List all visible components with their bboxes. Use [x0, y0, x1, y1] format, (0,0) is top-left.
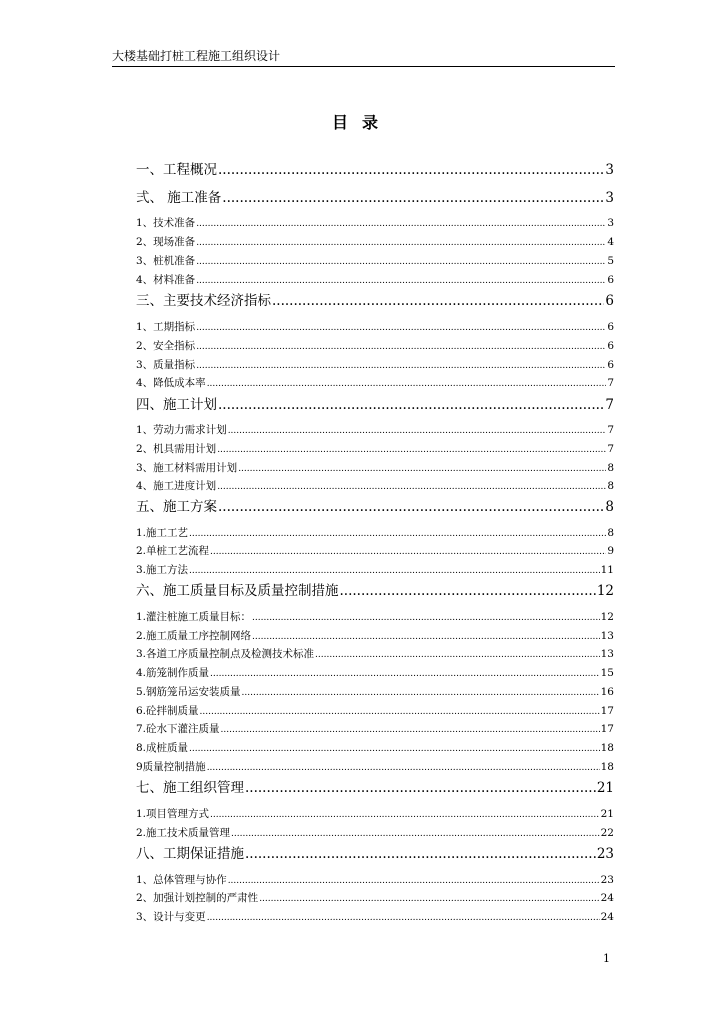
toc-leader-dots	[210, 669, 600, 679]
toc-leader-dots	[196, 238, 606, 248]
toc-leader-dots	[228, 876, 600, 886]
running-header: 大楼基础打桩工程施工组织设计	[112, 48, 615, 67]
toc-leader-dots	[196, 361, 606, 371]
toc-leader-dots	[272, 293, 604, 309]
toc-leader-dots	[245, 780, 596, 796]
toc-leader-dots	[340, 583, 596, 599]
toc-entry-label: 5.钢筋笼吊运安装质量	[136, 686, 241, 698]
toc-entry-label: 2、机具需用计划	[136, 443, 217, 455]
toc-entry-page: 22	[600, 827, 614, 839]
toc-entry-label: 4、材料准备	[136, 274, 196, 286]
toc-entry-page: 8	[607, 527, 614, 539]
toc-entry[interactable]	[136, 234, 614, 248]
toc-entry-page: 18	[600, 761, 614, 773]
toc-entry-label: 2.施工技术质量管理	[136, 827, 231, 839]
toc-entry[interactable]	[136, 272, 614, 286]
toc-entry[interactable]	[136, 375, 614, 389]
toc-entry-page: 8	[607, 462, 614, 474]
toc-leader-dots	[259, 894, 599, 904]
toc-leader-dots	[207, 763, 600, 773]
toc-entry[interactable]	[136, 543, 614, 557]
toc-entry-page: 4	[607, 236, 614, 248]
toc-entry[interactable]	[136, 628, 614, 642]
toc-entry-label: 三、主要技术经济指标	[136, 293, 271, 309]
toc-entry-page: 23	[600, 874, 614, 886]
toc-entry-label: 6.砼拌制质量	[136, 705, 199, 717]
toc-entry-page: 24	[600, 892, 614, 904]
toc-entry-label: 一、工程概况	[136, 162, 217, 178]
toc-entry-page: 23	[596, 846, 614, 862]
toc-leader-dots	[217, 482, 606, 492]
toc-leader-dots	[222, 190, 604, 206]
toc-entry[interactable]	[136, 579, 614, 597]
toc-leader-dots	[196, 276, 606, 286]
toc-entry[interactable]	[136, 721, 614, 735]
toc-entry[interactable]	[136, 703, 614, 717]
toc-leader-dots	[196, 219, 606, 229]
toc-entry-label: 1.项目管理方式	[136, 808, 210, 820]
toc-leader-dots	[189, 529, 606, 539]
toc-entry-page: 6	[607, 359, 614, 371]
toc-entry-label: 六、施工质量目标及质量控制措施	[136, 583, 339, 599]
toc-leader-dots	[196, 342, 606, 352]
toc-entry[interactable]	[136, 684, 614, 698]
toc-leader-dots	[217, 445, 606, 455]
toc-entry[interactable]	[136, 646, 614, 660]
toc-entry-page: 5	[607, 255, 614, 267]
toc-entry-label: 弍、 施工准备	[136, 190, 222, 206]
toc-entry[interactable]	[136, 609, 614, 623]
toc-entry-label: 2.单桩工艺流程	[136, 545, 210, 557]
toc-entry[interactable]	[136, 422, 614, 436]
toc-entry[interactable]	[136, 460, 614, 474]
toc-entry-page: 7	[607, 377, 614, 389]
toc-entry[interactable]	[136, 357, 614, 371]
toc-entry[interactable]	[136, 740, 614, 754]
toc-entry[interactable]	[136, 562, 614, 576]
toc-entry-page: 21	[600, 808, 614, 820]
toc-entry-page: 7	[605, 397, 614, 413]
toc-entry-label: 2、安全指标	[136, 340, 196, 352]
toc-entry-label: 1、工期指标	[136, 321, 196, 333]
toc-leader-dots	[207, 379, 607, 389]
toc-entry-label: 四、施工计划	[136, 397, 217, 413]
toc-entry[interactable]	[136, 909, 614, 923]
toc-entry-page: 16	[600, 686, 614, 698]
toc-leader-dots	[218, 499, 604, 515]
toc-entry-label: 9质量控制措施	[136, 761, 206, 773]
toc-entry-label: 3.施工方法	[136, 564, 189, 576]
toc-entry[interactable]	[136, 158, 614, 176]
toc-entry-page: 18	[600, 742, 614, 754]
toc-entry-label: 七、施工组织管理	[136, 780, 244, 796]
toc-entry-label: 4、降低成本率	[136, 377, 206, 389]
toc-entry[interactable]	[136, 289, 614, 307]
toc-leader-dots	[231, 829, 600, 839]
toc-entry[interactable]	[136, 319, 614, 333]
toc-entry-label: 3.各道工序质量控制点及检测技术标准	[136, 648, 315, 660]
toc-entry-label: 3、质量指标	[136, 359, 196, 371]
toc-entry-label: 1.施工工艺	[136, 527, 189, 539]
toc-entry-page: 12	[600, 611, 614, 623]
toc-entry-page: 24	[600, 911, 614, 923]
toc-leader-dots	[196, 257, 606, 267]
toc-entry[interactable]	[136, 338, 614, 352]
toc-entry-page: 3	[605, 162, 614, 178]
toc-entry[interactable]	[136, 872, 614, 886]
toc-entry-page: 13	[600, 630, 614, 642]
toc-entry[interactable]	[136, 842, 614, 860]
toc-entry-label: 4、施工进度计划	[136, 480, 217, 492]
toc-entry-page: 13	[600, 648, 614, 660]
toc-entry[interactable]	[136, 890, 614, 904]
toc-entry-label: 2、加强计划控制的严肃性	[136, 892, 259, 904]
toc-entry-page: 6	[607, 274, 614, 286]
toc-entry-page: 6	[607, 340, 614, 352]
toc-entry[interactable]	[136, 441, 614, 455]
toc-entry-label: 3、设计与变更	[136, 911, 206, 923]
toc-entry-label: 1、技术准备	[136, 217, 196, 229]
toc-entry[interactable]	[136, 215, 614, 229]
toc-entry[interactable]	[136, 806, 614, 820]
toc-entry-label: 1、劳动力需求计划	[136, 424, 227, 436]
toc-leader-dots	[189, 566, 600, 576]
toc-leader-dots	[252, 613, 600, 623]
toc-entry-page: 11	[600, 564, 614, 576]
toc-leader-dots	[218, 162, 604, 178]
toc-leader-dots	[200, 707, 600, 717]
toc-entry[interactable]	[136, 253, 614, 267]
toc-leader-dots	[252, 632, 600, 642]
page-number: 1	[603, 952, 610, 965]
toc-entry-page: 6	[605, 293, 614, 309]
toc-entry-label: 2.施工质量工序控制网络	[136, 630, 252, 642]
toc-leader-dots	[228, 426, 607, 436]
toc-entry-page: 6	[607, 321, 614, 333]
toc-entry[interactable]	[136, 525, 614, 539]
toc-leader-dots	[221, 725, 600, 735]
toc-entry[interactable]	[136, 478, 614, 492]
toc-entry-page: 9	[607, 545, 614, 557]
toc-entry-page: 8	[605, 499, 614, 515]
toc-entry-page: 8	[607, 480, 614, 492]
toc-entry-label: 2、现场准备	[136, 236, 196, 248]
toc-entry[interactable]	[136, 759, 614, 773]
toc-entry[interactable]	[136, 825, 614, 839]
toc-entry-page: 12	[596, 583, 614, 599]
toc-entry-page: 7	[607, 443, 614, 455]
toc-entry-page: 17	[600, 723, 614, 735]
toc-leader-dots	[210, 547, 606, 557]
toc-entry-label: 3、桩机准备	[136, 255, 196, 267]
toc-leader-dots	[196, 323, 606, 333]
toc-leader-dots	[210, 810, 600, 820]
toc-entry-label: 1.灌注桩施工质量目标：	[136, 611, 252, 623]
toc-leader-dots	[189, 744, 600, 754]
toc-entry[interactable]	[136, 495, 614, 513]
toc-entry-label: 4.筋笼制作质量	[136, 667, 210, 679]
toc-leader-dots	[242, 688, 600, 698]
toc-entry-page: 7	[607, 424, 614, 436]
toc-entry-page: 15	[600, 667, 614, 679]
toc-entry-label: 八、工期保证措施	[136, 846, 244, 862]
toc-entry-page: 17	[600, 705, 614, 717]
toc-entry[interactable]	[136, 186, 614, 204]
toc-entry-label: 7.砼水下灌注质量	[136, 723, 220, 735]
toc-entry-label: 3、施工材料需用计划	[136, 462, 238, 474]
toc-entry-page: 21	[596, 780, 614, 796]
toc-entry[interactable]	[136, 393, 614, 411]
toc-leader-dots	[207, 913, 600, 923]
toc-entry-page: 3	[605, 190, 614, 206]
toc-entry-label: 五、施工方案	[136, 499, 217, 515]
toc-leader-dots	[245, 846, 596, 862]
toc-leader-dots	[315, 650, 600, 660]
toc-leader-dots	[218, 397, 604, 413]
toc-title: 目录	[331, 113, 392, 132]
toc-leader-dots	[238, 464, 606, 474]
toc-entry-label: 8.成桩质量	[136, 742, 189, 754]
toc-entry[interactable]	[136, 776, 614, 794]
toc-entry[interactable]	[136, 665, 614, 679]
toc-entry-label: 1、总体管理与协作	[136, 874, 227, 886]
toc-entry-page: 3	[607, 217, 614, 229]
